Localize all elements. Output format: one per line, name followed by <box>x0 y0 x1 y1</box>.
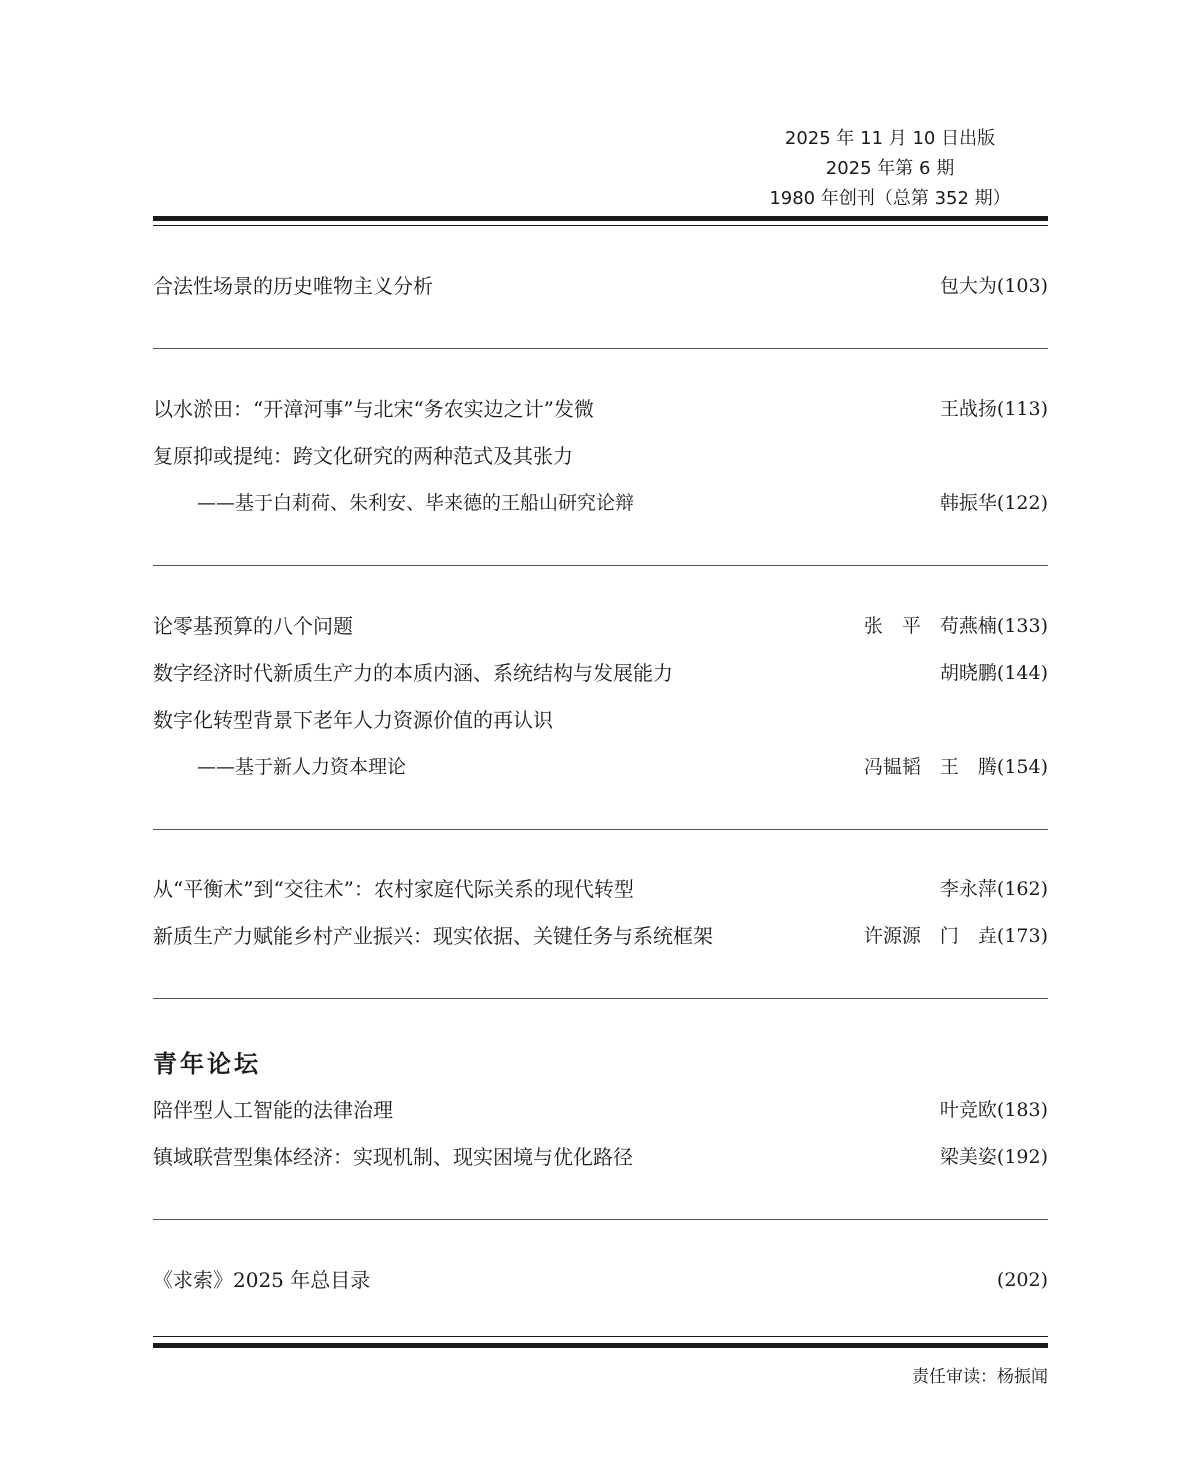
header-rule-thick <box>153 216 1048 221</box>
entry-title: 陪伴型人工智能的法律治理 <box>153 1098 393 1122</box>
entry-author: 梁美姿(192) <box>939 1146 1048 1168</box>
publication-date: 2025 年 11 月 10 日出版 <box>784 128 996 149</box>
toc-entry[interactable] <box>153 658 1048 688</box>
header-rule-thin <box>153 225 1048 226</box>
entry-author: 李永萍(162) <box>939 878 1048 900</box>
toc-entry[interactable] <box>153 921 1048 951</box>
toc-entry-subtitle[interactable] <box>153 752 1048 782</box>
entry-title: 从“平衡术”到“交往术”：农村家庭代际关系的现代转型 <box>153 877 634 901</box>
entry-title: 《求索》2025 年总目录 <box>153 1268 371 1292</box>
founding-info: 1980 年创刊（总第 352 期） <box>769 188 1011 209</box>
entry-author: 张 平 苟燕楠(133) <box>863 615 1048 637</box>
entry-author: 王战扬(113) <box>939 398 1048 420</box>
entry-author: 许源源 门 垚(173) <box>863 925 1048 947</box>
entry-title: 复原抑或提纯：跨文化研究的两种范式及其张力 <box>153 444 573 468</box>
entry-title: 数字经济时代新质生产力的本质内涵、系统结构与发展能力 <box>153 661 673 685</box>
entry-author: 叶竞欧(183) <box>939 1099 1048 1121</box>
footer-rule-thick <box>153 1343 1048 1348</box>
toc-entry[interactable] <box>153 441 1048 471</box>
section-divider <box>153 348 1048 349</box>
section-divider <box>153 998 1048 999</box>
toc-entry[interactable] <box>153 874 1048 904</box>
section-divider <box>153 829 1048 830</box>
toc-entry[interactable] <box>153 1095 1048 1125</box>
section-divider <box>153 565 1048 566</box>
entry-subtitle: ——基于新人力资本理论 <box>197 756 407 778</box>
entry-author: 冯韫韬 王 腾(154) <box>863 756 1048 778</box>
toc-entry-subtitle[interactable] <box>153 488 1048 518</box>
entry-subtitle: ——基于白莉荷、朱利安、毕来德的王船山研究论辩 <box>197 492 635 514</box>
entry-title: 以水淤田：“开漳河事”与北宋“务农实边之计”发微 <box>153 397 594 421</box>
entry-author: 包大为(103) <box>939 275 1048 297</box>
toc-entry[interactable] <box>153 705 1048 735</box>
footer-rule-thin <box>153 1336 1048 1337</box>
toc-entry[interactable] <box>153 271 1048 301</box>
entry-title: 镇域联营型集体经济：实现机制、现实困境与优化路径 <box>153 1145 633 1169</box>
entry-title: 新质生产力赋能乡村产业振兴：现实依据、关键任务与系统框架 <box>153 924 713 948</box>
entry-author: 胡晓鹏(144) <box>939 662 1048 684</box>
section-divider <box>153 1219 1048 1220</box>
toc-entry[interactable] <box>153 611 1048 641</box>
entry-page: (202) <box>996 1269 1048 1291</box>
toc-entry[interactable] <box>153 394 1048 424</box>
toc-entry[interactable] <box>153 1142 1048 1172</box>
entry-title: 数字化转型背景下老年人力资源价值的再认识 <box>153 708 553 732</box>
toc-entry-annual-index[interactable] <box>153 1265 1048 1295</box>
section-heading-youth-forum: 青年论坛 <box>153 1050 261 1078</box>
entry-title: 论零基预算的八个问题 <box>153 614 353 638</box>
responsible-editor: 责任审读：杨振闻 <box>912 1367 1048 1387</box>
entry-author: 韩振华(122) <box>939 492 1048 514</box>
entry-title: 合法性场景的历史唯物主义分析 <box>153 274 433 298</box>
issue-number: 2025 年第 6 期 <box>825 158 955 179</box>
